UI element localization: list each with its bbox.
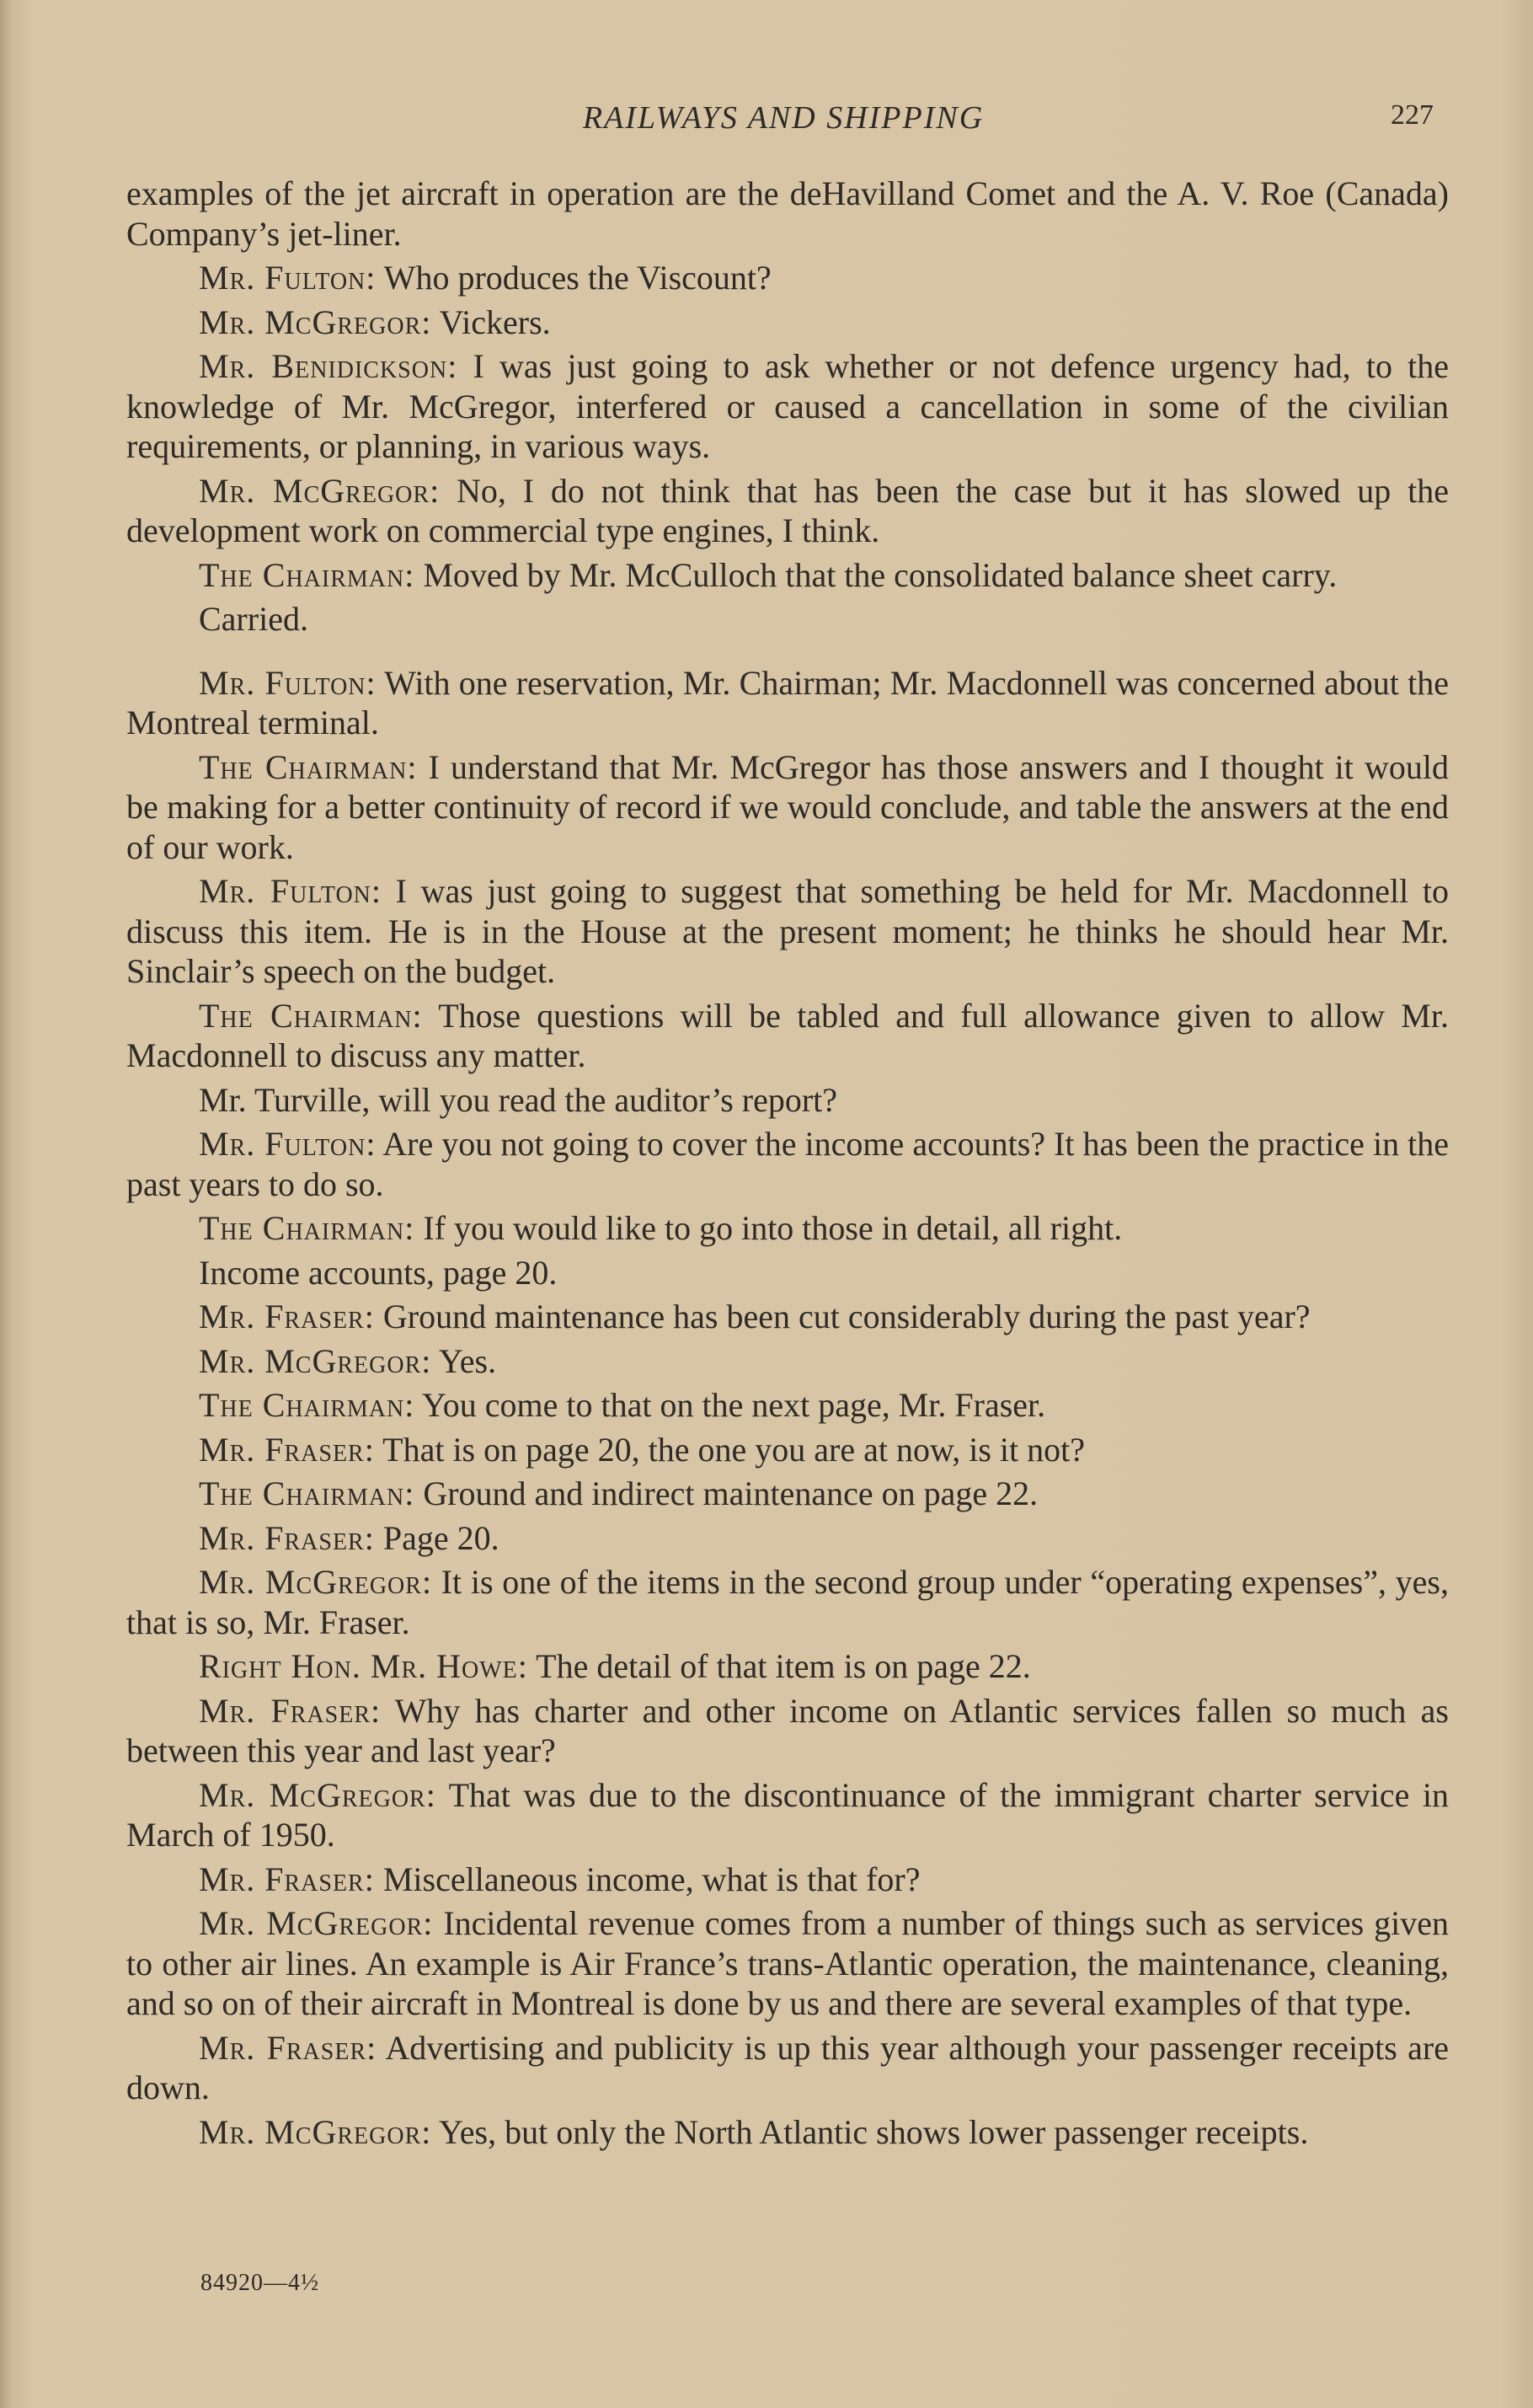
paragraph-text: Vickers. [431,302,551,341]
speaker-label: The Chairman: [199,1474,415,1512]
paragraph [126,2112,1449,2153]
paragraph [126,471,1449,551]
paragraph-text: No, I do not think that has been the case but it has slowed up the development work on commercial type engines, I think. [126,471,1449,549]
paragraph [126,1646,1449,1687]
paragraph [126,996,1449,1076]
paragraph-text: Advertising and publicity is up this year although your passenger receipts are down. [126,2028,1449,2106]
speaker-label: Mr. McGregor: [199,302,432,341]
paragraph-text: Moved by Mr. McCulloch that the consolidated balance sheet carry. [414,555,1338,594]
speaker-label: Mr. McGregor: [199,1904,434,1942]
page-header [126,99,1440,150]
body-text [126,174,1449,2156]
paragraph-text: Yes. [431,1341,497,1380]
paragraph-text: Yes, but only the North Atlantic shows lower passenger receipts. [431,2112,1309,2151]
paragraph-text: The detail of that item is on page 22. [527,1647,1031,1685]
paragraph-text: Why has charter and other income on Atlantic services fallen so much as between this year and last year? [126,1691,1449,1769]
speaker-label: The Chairman: [199,1209,415,1247]
paragraph [126,302,1449,343]
speaker-label: The Chairman: [199,1386,415,1424]
paragraph [126,1253,1449,1293]
paragraph-text: I was just going to ask whether or not defence urgency had, to the knowledge of Mr. McGregor, interfered or caused a cancellation in some of the civilian requirements, or planning, in various ways. [126,347,1449,465]
paragraph-text: examples of the jet aircraft in operation are the deHavilland Comet and the A. V. Roe (Canada) Company’s jet-liner. [126,174,1449,253]
paragraph [126,258,1449,298]
paragraph-text: Page 20. [374,1518,499,1557]
paragraph [126,1860,1449,1900]
paragraph [126,2028,1449,2108]
paragraph-text: Mr. Turville, will you read the auditor’s report? [199,1080,838,1119]
speaker-label: Mr. Fraser: [199,1518,375,1557]
speaker-label: Right Hon. Mr. Howe: [199,1647,528,1685]
paragraph [126,174,1449,254]
speaker-label: Mr. Fulton: [199,872,382,910]
paragraph [126,871,1449,992]
paragraph [126,1903,1449,2024]
speaker-label: Mr. Fulton: [199,1125,377,1163]
speaker-label: Mr. McGregor: [199,471,441,510]
paragraph [126,1430,1449,1470]
paragraph-text: You come to that on the next page, Mr. Fraser. [414,1386,1046,1424]
paragraph-text: Incidental revenue comes from a number of things such as services given to other air lines. An example is Air France’s trans-Atlantic operation, the maintenance, cleaning, and so on of their aircraft in Montreal is done by us and there are several examples of that type. [126,1904,1449,2022]
paragraph [126,747,1449,868]
running-head: RAILWAYS AND SHIPPING [582,100,985,136]
speaker-label: Mr. McGregor: [199,2112,432,2151]
page-number: 227 [1391,99,1434,131]
paragraph-text: Carried. [199,600,308,638]
paragraph [126,555,1449,596]
speaker-label: The Chairman: [199,996,423,1035]
paragraph-text: Those questions will be tabled and full allowance given to allow Mr. Macdonnell to discuss any matter. [126,996,1449,1074]
paragraph [126,599,1449,639]
paragraph-text: That is on page 20, the one you are at now, is it not? [374,1430,1086,1469]
paragraph-text: Who produces the Viscount? [376,259,772,297]
paragraph [126,1080,1449,1121]
paragraph-text: Miscellaneous income, what is that for? [374,1860,921,1898]
paragraph-text: Ground and indirect maintenance on page 22. [414,1474,1039,1512]
paragraph [126,1474,1449,1514]
paragraph [126,1208,1449,1249]
paragraph [126,1775,1449,1855]
speaker-label: Mr. McGregor: [199,1341,432,1380]
paragraph-text: With one reservation, Mr. Chairman; Mr. Macdonnell was concerned about the Montreal terminal. [126,663,1449,741]
paragraph-text: Are you not going to cover the income accounts? It has been the practice in the past years to do so. [126,1125,1449,1203]
speaker-label: The Chairman: [199,555,415,594]
paragraph [126,1562,1449,1642]
paragraph-text: Ground maintenance has been cut considerably during the past year? [374,1298,1311,1335]
paragraph [126,1385,1449,1426]
speaker-label: Mr. McGregor: [199,1775,436,1814]
paragraph [126,1691,1449,1771]
paragraph-text: Income accounts, page 20. [199,1253,558,1292]
paragraph [126,1124,1449,1204]
speaker-label: Mr. Fulton: [199,663,377,702]
paragraph-text: I understand that Mr. McGregor has those answers and I thought it would be making for a better continuity of record if we would conclude, and table the answers at the end of our work. [126,747,1449,866]
paragraph [126,1341,1449,1382]
speaker-label: Mr. Fulton: [199,259,377,297]
speaker-label: Mr. McGregor: [199,1563,433,1601]
paragraph [126,346,1449,467]
paragraph-text: If you would like to go into those in detail, all right. [414,1209,1123,1247]
speaker-label: Mr. Fraser: [199,1298,375,1335]
speaker-label: Mr. Fraser: [199,2028,377,2067]
speaker-label: The Chairman: [199,747,418,786]
speaker-label: Mr. Fraser: [199,1430,375,1469]
paragraph [126,663,1449,743]
paragraph-text: I was just going to suggest that something be held for Mr. Macdonnell to discuss this item. He is in the House at the present moment; he thinks he should hear Mr. Sinclair’s speech on the budget. [126,872,1449,990]
paragraph-text: It is one of the items in the second group under “operating expenses”, yes, that is so, Mr. Fraser. [126,1563,1449,1641]
speaker-label: Mr. Fraser: [199,1860,375,1898]
speaker-label: Mr. Benidickson: [199,347,458,385]
speaker-label: Mr. Fraser: [199,1691,382,1730]
paragraph [126,1297,1449,1337]
printer-signature: 84920—4½ [200,2270,319,2296]
paragraph [126,1518,1449,1559]
paragraph-text: That was due to the discontinuance of the immigrant charter service in March of 1950. [126,1775,1449,1854]
